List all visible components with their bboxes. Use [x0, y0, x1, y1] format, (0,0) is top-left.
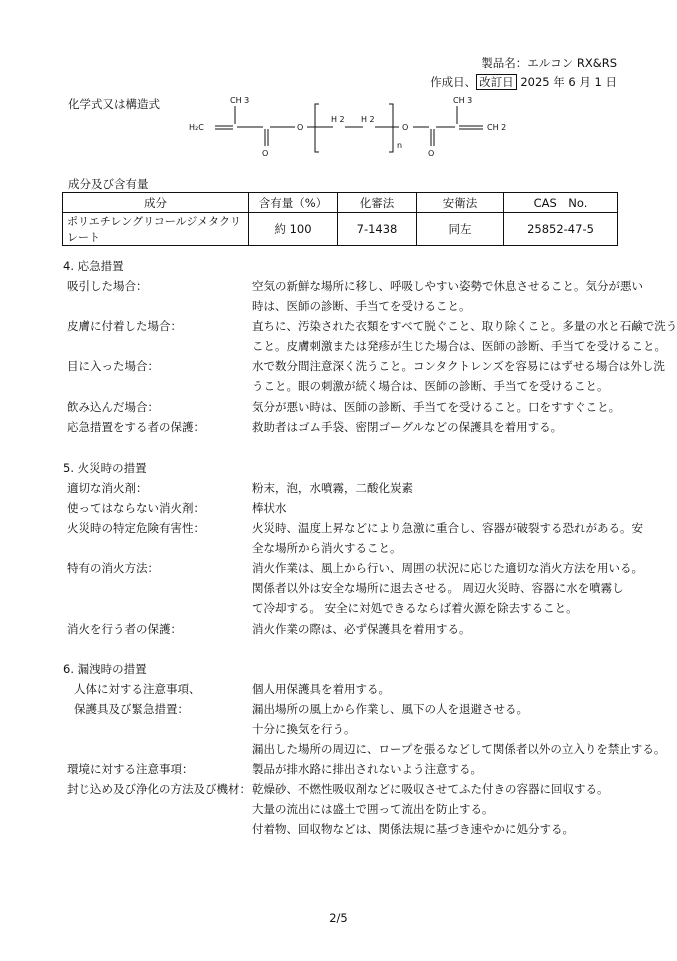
document-dates — [430, 74, 617, 90]
cell-component: ポリエチレングリコールジメタクリレート — [63, 213, 249, 246]
structural-formula — [185, 92, 525, 160]
s6-text-containment-1: 乾燥砂、不燃性吸収剤などに吸収させてふた付きの容器に回収する。 — [252, 782, 609, 796]
s4-label-inhalation: 吸引した場合： — [67, 279, 148, 293]
s6-text-containment-3: 付着物、回収物などは、関係法規に基づき速やかに処分する。 — [252, 822, 574, 836]
s5-text-hazards-2: 全な場所から消火すること。 — [252, 541, 402, 555]
s5-label-hazards: 火災時の特定危険有害性： — [67, 521, 205, 535]
s4-text-eye-2: うこと。眼の刺激が続く場合は、医師の診断、手当てを受けること。 — [252, 379, 609, 393]
s6-label-containment: 封じ込め及び浄化の方法及び機材： — [67, 782, 251, 796]
s5-text-unsuitable-1: 棒状水 — [252, 501, 287, 515]
s6-text-person-2: 漏出場所の風上から作業し、風下の人を退避させる。 — [252, 702, 528, 716]
s4-text-skin-1: 直ちに、汚染された衣類をすべて脱ぐこと、取り除くこと。多量の水と石鹸で洗う — [252, 319, 677, 333]
date-value: 2025 年 6 月 1 日 — [520, 75, 617, 89]
carbonyl-o-right: O — [428, 149, 435, 158]
product-name: 製品名：エルコン RX&RS — [481, 56, 617, 70]
s4-text-inhalation-2: 時は、医師の診断、手当てを受けること。 — [252, 299, 471, 313]
s4-text-eye-1: 水で数分間注意深く洗うこと。コンタクトレンズを容易にはずせる場合は外し洗 — [252, 359, 665, 373]
table-row — [63, 213, 618, 246]
s4-text-rescuer-1: 救助者はゴム手袋、密閉ゴーグルなどの保護具を着用する。 — [252, 420, 563, 434]
carbonyl-o-left: O — [262, 149, 269, 158]
date-prefix: 作成日、 — [430, 75, 477, 89]
section5-title: 5. 火災時の措置 — [63, 461, 147, 475]
s6-text-person-1: 個人用保護具を着用する。 — [252, 682, 390, 696]
s5-text-suitable-1: 粉末，泡，水噴霧，二酸化炭素 — [252, 481, 413, 495]
s6-text-person-4: 漏出した場所の周辺に、ロープを張るなどして関係者以外の立入りを禁止する。 — [252, 742, 666, 756]
repeat-n-label: n — [397, 141, 403, 150]
s5-text-method-3: て冷却する。 安全に対処できるならば着火源を除去すること。 — [252, 601, 578, 615]
s4-label-ingestion: 飲み込んだ場合： — [67, 400, 159, 414]
s4-label-skin: 皮膚に付着した場合： — [67, 319, 182, 333]
h2c-label: H₂C — [189, 123, 204, 132]
structure-title: 化学式又は構造式 — [68, 97, 160, 111]
ester-o-left: O — [297, 123, 304, 132]
s6-text-environment-1: 製品が排水路に排出されないよう注意する。 — [252, 762, 482, 776]
s5-text-method-1: 消火作業は、風上から行い、周囲の状況に応じた適切な消火方法を用いる。 — [252, 561, 643, 575]
h2-label-a: H 2 — [331, 115, 345, 124]
h2-label-b: H 2 — [361, 115, 375, 124]
header-ishl: 安衛法 — [417, 193, 504, 213]
header-component: 成分 — [63, 193, 249, 213]
s4-text-ingestion-1: 気分が悪い時は、医師の診断、手当てを受けること。口をすすぐこと。 — [252, 400, 621, 414]
s6-label-person-2: 保護具及び緊急措置： — [74, 702, 189, 716]
s5-text-protection-1: 消火作業の際は、必ず保護具を着用する。 — [252, 622, 471, 636]
ch3-left-label: CH 3 — [230, 96, 250, 105]
s5-label-protection: 消火を行う者の保護： — [67, 622, 182, 636]
cell-cas: 25852-47-5 — [504, 213, 618, 246]
table-header-row — [63, 193, 618, 213]
s4-label-eye: 目に入った場合： — [67, 359, 159, 373]
section4-title: 4. 応急措置 — [63, 259, 124, 273]
cell-cscl: 7-1438 — [338, 213, 417, 246]
composition-title: 成分及び含有量 — [68, 177, 149, 191]
s5-label-unsuitable: 使ってはならない消火剤： — [67, 501, 205, 515]
s4-label-rescuer: 応急措置をする者の保護： — [67, 420, 205, 434]
s5-label-suitable: 適切な消火剤： — [67, 481, 148, 495]
section6-title: 6. 漏洩時の措置 — [63, 662, 147, 676]
s4-text-skin-2: こと。皮膚刺激または発疹が生じた場合は、医師の診断、手当てを受けること。 — [252, 339, 666, 353]
s6-label-person-1: 人体に対する注意事項、 — [74, 682, 201, 696]
s6-label-environment: 環境に対する注意事項： — [67, 762, 194, 776]
s5-text-hazards-1: 火災時、温度上昇などにより急激に重合し、容器が破裂する恐れがある。安 — [252, 521, 643, 535]
header-content: 含有量（%） — [249, 193, 338, 213]
cell-content: 約 100 — [249, 213, 338, 246]
s6-text-containment-2: 大量の流出には盛土で囲って流出を防止する。 — [252, 802, 494, 816]
s5-label-method: 特有の消火方法： — [67, 561, 159, 575]
header-cas: CAS No. — [504, 193, 618, 213]
header-cscl: 化審法 — [338, 193, 417, 213]
cell-ishl: 同左 — [417, 213, 504, 246]
revised-date-label: 改訂日 — [476, 74, 517, 90]
ch2-right-label: CH 2 — [487, 123, 507, 132]
s5-text-method-2: 関係者以外は安全な場所に退去させる。 周辺火災時、容器に水を噴霧し — [252, 581, 624, 595]
ch3-right-label: CH 3 — [453, 96, 473, 105]
page-number: 2/5 — [329, 911, 348, 925]
s6-text-person-3: 十分に換気を行う。 — [252, 722, 356, 736]
composition-table — [62, 192, 618, 246]
s4-text-inhalation-1: 空気の新鮮な場所に移し、呼吸しやすい姿勢で休息させること。気分が悪い — [252, 279, 643, 293]
ester-o-right: O — [402, 123, 409, 132]
